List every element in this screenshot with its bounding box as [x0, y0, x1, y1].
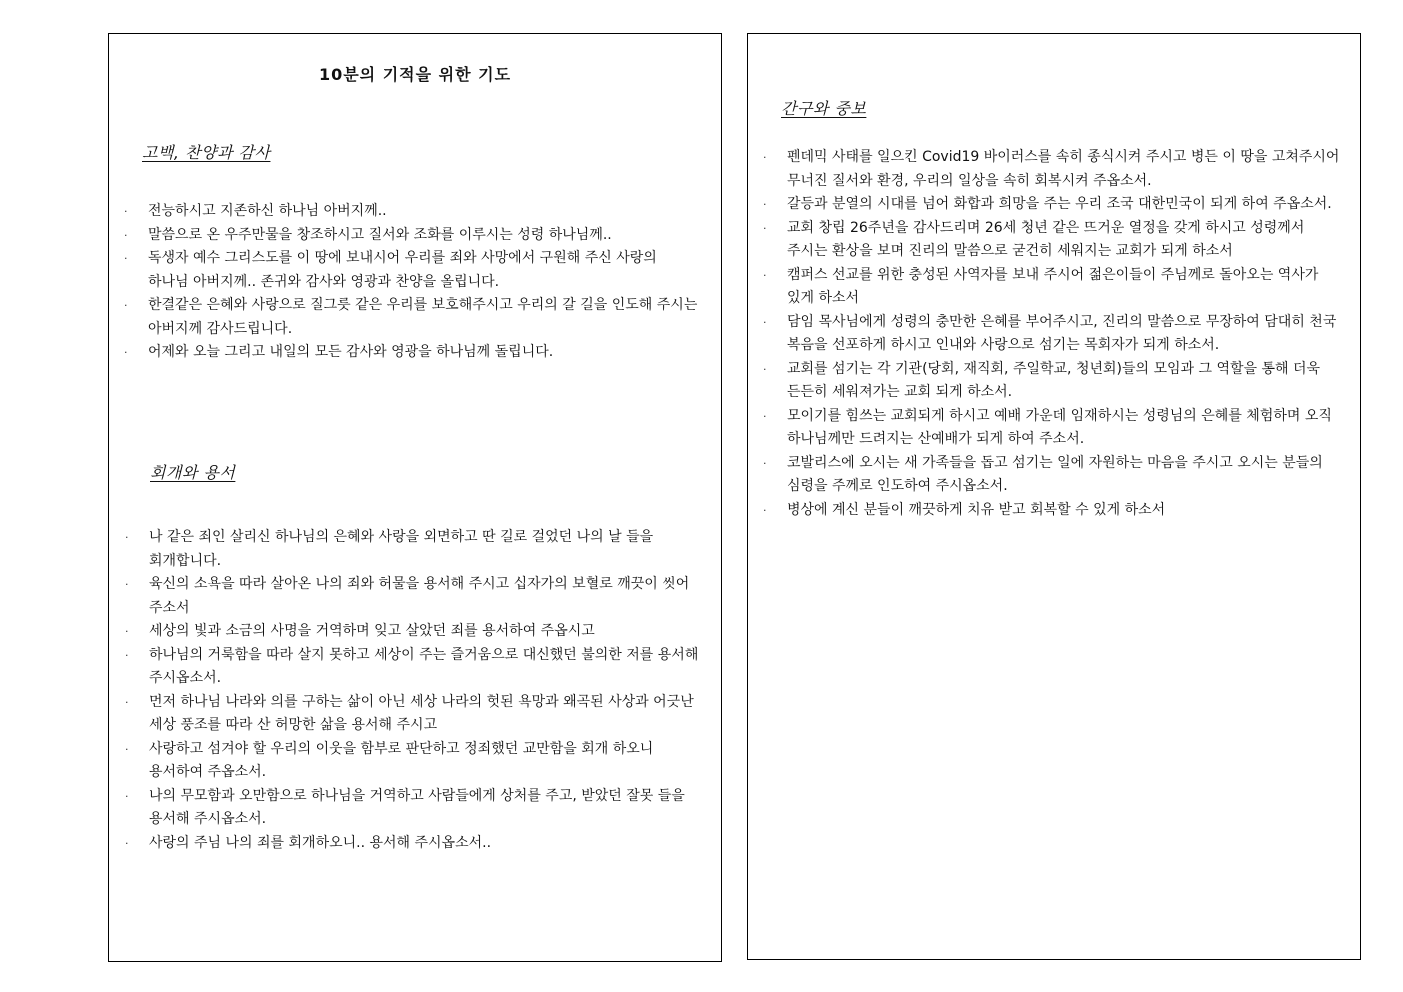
prayer-list-item — [763, 311, 1343, 358]
prayer-list-item — [124, 200, 698, 224]
bullet-icon: · — [125, 836, 129, 850]
prayer-text: 먼저 하나님 나라와 의를 구하는 삶이 아닌 세상 나라의 헛된 욕망과 왜곡된 사상과 어긋난 세상 풍조를 따라 산 허망한 삶을 용서해 주시고 — [149, 693, 694, 733]
bullet-icon: · — [763, 198, 767, 211]
prayer-list-item — [763, 264, 1343, 311]
prayer-list-item — [124, 294, 698, 341]
prayer-list-item — [124, 247, 698, 294]
prayer-text: 독생자 예수 그리스도를 이 땅에 보내시어 우리를 죄와 사망에서 구원해 주신 사랑의 하나님 아버지께.. 존귀와 감사와 영광과 찬양을 올립니다. — [148, 250, 657, 290]
prayer-list-item — [125, 785, 701, 832]
prayer-text: 갈등과 분열의 시대를 넘어 화합과 희망을 주는 우리 조국 대한민국이 되게 하여 주옵소서. — [787, 196, 1332, 212]
bullet-icon: · — [124, 228, 128, 242]
prayer-text: 한결같은 은혜와 사랑으로 질그릇 같은 우리를 보호해주시고 우리의 갈 길을 인도해 주시는 아버지께 감사드립니다. — [148, 297, 698, 337]
prayer-list-item — [125, 573, 701, 620]
bullet-icon: · — [125, 625, 129, 638]
prayer-list-item — [763, 358, 1343, 405]
prayer-text: 육신의 소욕을 따라 살아온 나의 죄와 허물을 용서해 주시고 십자가의 보혈로 깨끗이 씻어 주소서 — [149, 576, 690, 616]
prayer-text: 말씀으로 온 우주만물을 창조하시고 질서와 조화를 이루시는 성령 하나님께.. — [148, 226, 612, 243]
bullet-icon: · — [124, 299, 128, 312]
right-page — [747, 33, 1361, 960]
prayer-text: 전능하시고 지존하신 하나님 아버지께.. — [148, 203, 387, 219]
prayer-list-item — [124, 224, 698, 248]
prayer-list-item — [124, 341, 698, 365]
prayer-text: 교회 창립 26주년을 감사드리며 26세 청년 같은 뜨거운 열정을 갖게 하시고 성령께서 주시는 환상을 보며 진리의 말씀으로 굳건히 세워지는 교회가 되게 하소서 — [787, 219, 1305, 259]
prayer-text: 캠퍼스 선교를 위한 충성된 사역자를 보내 주시어 젊은이들이 주님께로 돌아오는 역사가 있게 하소서 — [787, 266, 1319, 306]
prayer-text: 어제와 오늘 그리고 내일의 모든 감사와 영광을 하나님께 돌립니다. — [148, 344, 554, 360]
prayer-text: 사랑하고 섬겨야 할 우리의 이웃을 함부로 판단하고 정죄했던 교만함을 회개 하오니 용서하여 주옵소서. — [149, 740, 654, 780]
prayer-text: 교회를 섬기는 각 기관(당회, 재직회, 주일학교, 청년회)들의 모임과 그 역할을 통해 더욱 든든히 세워져가는 교회 되게 하소서. — [787, 360, 1321, 400]
bullet-icon: · — [763, 456, 767, 470]
prayer-list-item — [763, 146, 1343, 193]
prayer-list-item — [125, 620, 701, 644]
prayer-list-item — [125, 644, 701, 691]
section-heading-intercession: 간구와 중보 — [781, 99, 867, 118]
repentance-prayer-list — [125, 526, 701, 855]
bullet-icon: · — [125, 531, 129, 544]
prayer-list-item — [125, 526, 701, 573]
bullet-icon: · — [763, 362, 767, 376]
bullet-icon: · — [763, 221, 767, 235]
prayer-list-item — [125, 691, 701, 738]
bullet-icon: · — [763, 268, 767, 282]
bullet-icon: · — [125, 742, 129, 756]
prayer-text: 나의 무모함과 오만함으로 하나님을 거역하고 사람들에게 상처를 주고, 받았던 잘못 들을 용서해 주시옵소서. — [149, 787, 685, 827]
left-page — [108, 33, 722, 962]
prayer-list-item — [763, 452, 1343, 499]
prayer-list-item — [763, 499, 1343, 523]
bullet-icon: · — [763, 409, 767, 423]
prayer-text: 사랑의 주님 나의 죄를 회개하오니.. 용서해 주시옵소서.. — [149, 834, 492, 851]
prayer-text: 펜데믹 사태를 일으킨 Covid19 바이러스를 속히 종식시켜 주시고 병든 이 땅을 고쳐주시어 무너진 질서와 환경, 우리의 일상을 속히 회복시켜 주옵소서. — [787, 149, 1340, 189]
bullet-icon: · — [124, 346, 128, 359]
prayer-list-item — [763, 193, 1343, 217]
bullet-icon: · — [125, 578, 129, 591]
bullet-icon: · — [763, 503, 767, 517]
prayer-list-item — [125, 832, 701, 856]
prayer-text: 나 같은 죄인 살리신 하나님의 은혜와 사랑을 외면하고 딴 길로 걸었던 나의 날 들을 회개합니다. — [149, 529, 654, 569]
bullet-icon: · — [763, 151, 767, 164]
prayer-text: 세상의 빛과 소금의 사명을 거역하며 잊고 살았던 죄를 용서하여 주옵시고 — [149, 623, 595, 639]
bullet-icon: · — [125, 695, 129, 709]
bullet-icon: · — [124, 252, 128, 265]
prayer-text: 모이기를 힘쓰는 교회되게 하시고 예배 가운데 임재하시는 성령님의 은혜를 체험하며 오직 하나님께만 드려지는 산예배가 되게 하여 주소서. — [787, 407, 1332, 447]
section-heading-confession: 고백, 찬양과 감사 — [142, 143, 271, 162]
prayer-text: 병상에 계신 분들이 깨끗하게 치유 받고 회복할 수 있게 하소서 — [787, 501, 1166, 518]
prayer-text: 코발리스에 오시는 새 가족들을 돕고 섬기는 일에 자원하는 마음을 주시고 오시는 분들의 심령을 주께로 인도하여 주시옵소서. — [787, 454, 1323, 494]
bullet-icon: · — [763, 315, 767, 329]
bullet-icon: · — [125, 648, 129, 662]
confession-prayer-list — [124, 200, 698, 365]
intercession-prayer-list — [763, 146, 1343, 522]
prayer-list-item — [763, 217, 1343, 264]
document-title: 10분의 기적을 위한 기도 — [318, 65, 512, 84]
prayer-list-item — [125, 738, 701, 785]
section-heading-repentance: 회개와 용서 — [150, 463, 236, 482]
prayer-text: 하나님의 거룩함을 따라 살지 못하고 세상이 주는 즐거움으로 대신했던 불의한 저를 용서해 주시옵소서. — [149, 646, 699, 686]
prayer-list-item — [763, 405, 1343, 452]
prayer-text: 담임 목사님에게 성령의 충만한 은혜를 부어주시고, 진리의 말씀으로 무장하여 담대히 천국 복음을 선포하게 하시고 인내와 사랑으로 섬기는 목회자가 되게 하소서. — [787, 313, 1337, 353]
bullet-icon: · — [125, 789, 129, 803]
bullet-icon: · — [124, 205, 128, 218]
